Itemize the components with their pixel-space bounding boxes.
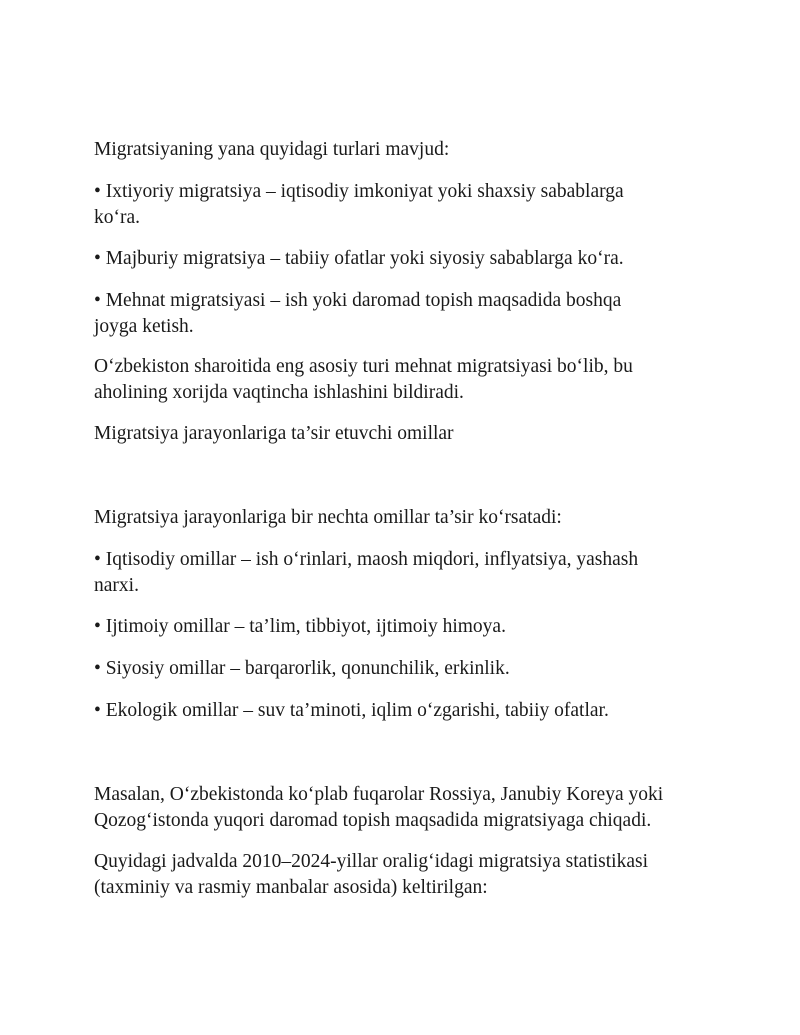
paragraph-factors-intro xyxy=(94,505,714,531)
text-line: Migratsiyaning yana quyidagi turlari mavjud: xyxy=(94,139,450,160)
text-line: Migratsiya jarayonlariga ta’sir etuvchi omillar xyxy=(94,423,454,444)
bullet-political-factors xyxy=(94,656,714,682)
text-line: ko‘ra. xyxy=(94,207,141,228)
paragraph-example xyxy=(94,782,714,834)
text-line: Quyidagi jadvalda 2010–2024-yillar oralig‘idagi migratsiya statistikasi xyxy=(94,851,649,872)
text-line: Migratsiya jarayonlariga bir nechta omillar ta’sir ko‘rsatadi: xyxy=(94,507,562,528)
text-line: narxi. xyxy=(94,575,139,596)
text-line: Masalan, O‘zbekistonda ko‘plab fuqarolar Rossiya, Janubiy Koreya yoki xyxy=(94,784,664,805)
bullet-ecological-factors xyxy=(94,698,714,724)
text-line: O‘zbekiston sharoitida eng asosiy turi mehnat migratsiyasi bo‘lib, bu xyxy=(94,356,633,377)
text-line: • Majburiy migratsiya – tabiiy ofatlar yoki siyosiy sabablarga ko‘ra. xyxy=(94,248,624,269)
text-line: • Mehnat migratsiyasi – ish yoki daromad topish maqsadida boshqa xyxy=(94,290,622,311)
text-line: • Ixtiyoriy migratsiya – iqtisodiy imkoniyat yoki shaxsiy sabablarga xyxy=(94,181,624,202)
text-line: (taxminiy va rasmiy manbalar asosida) keltirilgan: xyxy=(94,877,488,898)
paragraph-intro xyxy=(94,137,714,163)
text-line: joyga ketish. xyxy=(94,316,194,337)
bullet-labor-migration xyxy=(94,288,714,340)
bullet-forced-migration xyxy=(94,246,714,272)
bullet-economic-factors xyxy=(94,547,714,599)
text-line: aholining xorijda vaqtincha ishlashini bildiradi. xyxy=(94,382,464,403)
paragraph-uzbekistan-context xyxy=(94,354,714,406)
paragraph-table-intro xyxy=(94,849,714,901)
text-line: • Ekologik omillar – suv ta’minoti, iqlim o‘zgarishi, tabiiy ofatlar. xyxy=(94,700,609,721)
text-line: • Iqtisodiy omillar – ish o‘rinlari, maosh miqdori, inflyatsiya, yashash xyxy=(94,549,639,570)
section-heading-factors xyxy=(94,421,714,447)
bullet-voluntary-migration xyxy=(94,179,714,231)
bullet-social-factors xyxy=(94,614,714,640)
text-line: • Ijtimoiy omillar – ta’lim, tibbiyot, ijtimoiy himoya. xyxy=(94,616,506,637)
text-line: Qozog‘istonda yuqori daromad topish maqsadida migratsiyaga chiqadi. xyxy=(94,810,652,831)
text-line: • Siyosiy omillar – barqarorlik, qonunchilik, erkinlik. xyxy=(94,658,510,679)
